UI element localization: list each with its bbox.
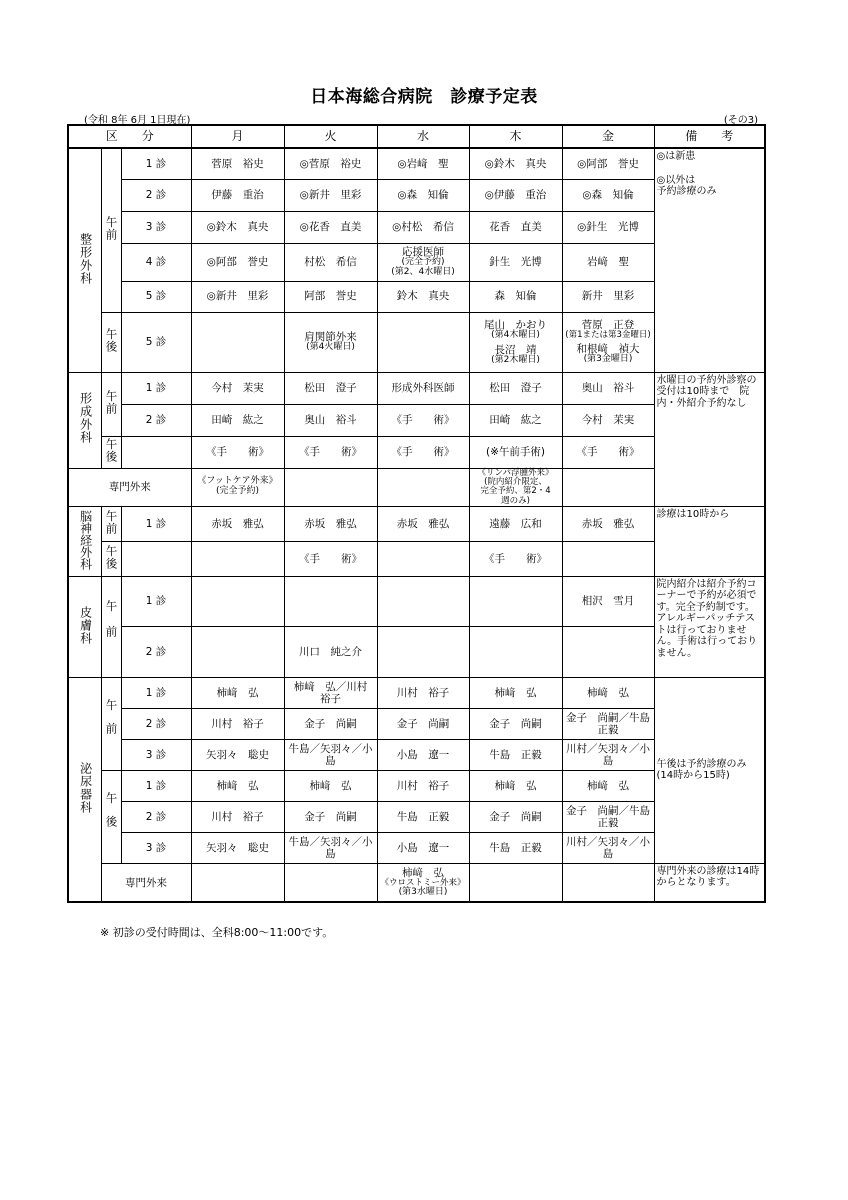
doctor-cell xyxy=(562,312,654,372)
doctor-cell: 今村 茉実 xyxy=(191,372,284,404)
doctor-cell: 柿﨑 弘 xyxy=(469,677,562,708)
doctor-cell xyxy=(284,312,377,372)
cell-line: 長沼 靖 xyxy=(494,343,537,356)
cell-line: (第3金曜日) xyxy=(583,354,633,365)
doctor-cell: 菅原 裕史 xyxy=(191,148,284,179)
pm-label: 午後 xyxy=(104,544,119,570)
doctor-cell: 花香 直美 xyxy=(469,211,562,243)
doctor-cell xyxy=(377,863,469,902)
table-row xyxy=(68,506,765,541)
doctor-cell: 《手 術》 xyxy=(191,436,284,468)
header-category: 区 分 xyxy=(68,125,191,148)
cell-line: 肩関節外来 xyxy=(304,331,357,344)
slot-label: 1 診 xyxy=(121,372,191,404)
doctor-cell xyxy=(191,863,284,902)
doctor-cell xyxy=(284,863,377,902)
doctor-cell: 柿﨑 弘 xyxy=(562,770,654,801)
slot-label: 2 診 xyxy=(121,626,191,677)
doctor-cell: 《手 術》 xyxy=(562,436,654,468)
doctor-cell: 柿﨑 弘 xyxy=(562,677,654,708)
remarks-orthopedics xyxy=(654,148,765,372)
doctor-cell: 《手 術》 xyxy=(377,436,469,468)
special-clinic-label: 専門外来 xyxy=(68,468,191,506)
doctor-cell: 川村 裕子 xyxy=(377,677,469,708)
doctor-cell: 牛島／矢羽々／小島 xyxy=(284,739,377,770)
doctor-cell xyxy=(191,468,284,506)
doctor-cell: 柿﨑 弘 xyxy=(191,677,284,708)
header-fri: 金 xyxy=(562,125,654,148)
doctor-cell: ◎鈴木 真央 xyxy=(191,211,284,243)
table-header xyxy=(68,125,765,148)
doctor-cell: 森 知倫 xyxy=(469,281,562,312)
page-title: 日本海総合病院 診療予定表 xyxy=(310,87,538,107)
doctor-cell: 新井 里彩 xyxy=(562,281,654,312)
doctor-cell: ◎村松 希信 xyxy=(377,211,469,243)
doctor-cell xyxy=(191,576,284,626)
slot-label: 1 診 xyxy=(121,677,191,708)
slot-label: 3 診 xyxy=(121,739,191,770)
doctor-cell xyxy=(562,468,654,506)
slot-label: 1 診 xyxy=(121,148,191,179)
remarks-dermatology: 院内紹介は紹介予約コーナーで予約が必須です。完全予約制です。アレルギーパッチテストは行っておりません。手術は行っておりません。 xyxy=(654,576,765,677)
doctor-cell: 針生 光博 xyxy=(469,243,562,281)
slot-label: 5 診 xyxy=(121,281,191,312)
doctor-cell: 伊藤 重治 xyxy=(191,179,284,211)
cell-line: 和根﨑 禎大 xyxy=(576,343,640,356)
doctor-cell: 川村／矢羽々／小島 xyxy=(562,832,654,863)
doctor-cell: 今村 茉実 xyxy=(562,404,654,436)
doctor-cell: 遠藤 広和 xyxy=(469,506,562,541)
doctor-cell: ◎花香 直美 xyxy=(284,211,377,243)
doctor-cell: 田崎 紘之 xyxy=(469,404,562,436)
cell-line: 週のみ) xyxy=(501,495,530,506)
pm-label: 午後 xyxy=(104,327,119,353)
doctor-cell xyxy=(469,576,562,626)
slot-label: 3 診 xyxy=(121,832,191,863)
doctor-cell: 村松 希信 xyxy=(284,243,377,281)
dept-neurosurgery: 脳神経外科 xyxy=(78,509,93,570)
doctor-cell xyxy=(377,576,469,626)
doctor-cell: 矢羽々 聡史 xyxy=(191,739,284,770)
doctor-cell: 小島 遼一 xyxy=(377,832,469,863)
doctor-cell xyxy=(562,541,654,576)
doctor-cell: 《手 術》 xyxy=(284,541,377,576)
dept-plastic-surgery: 形成外科 xyxy=(78,392,93,445)
header-remarks: 備 考 xyxy=(654,125,765,148)
schedule-table xyxy=(67,124,766,903)
am-label: 午前 xyxy=(104,698,119,746)
doctor-cell: 金子 尚嗣 xyxy=(469,801,562,832)
doctor-cell: 川村 裕子 xyxy=(377,770,469,801)
cell-line: 応援医師 xyxy=(402,246,444,259)
table-row xyxy=(68,148,765,179)
remarks-urology-special: 専門外来の診療は14時からとなります。 xyxy=(654,863,765,902)
doctor-cell: 赤坂 雅弘 xyxy=(377,506,469,541)
doctor-cell xyxy=(469,863,562,902)
remark-line: 予約診療のみ xyxy=(656,186,717,197)
doctor-cell xyxy=(191,312,284,372)
doctor-cell: 金子 尚嗣 xyxy=(377,708,469,739)
doctor-cell: 牛島 正毅 xyxy=(469,739,562,770)
doctor-cell xyxy=(469,312,562,372)
doctor-cell: (※午前手術) xyxy=(469,436,562,468)
doctor-cell xyxy=(562,863,654,902)
dept-orthopedics: 整形外科 xyxy=(78,232,93,285)
remark-line: ◎以外は xyxy=(656,174,696,186)
doctor-cell: 小島 遼一 xyxy=(377,739,469,770)
doctor-cell: 金子 尚嗣／牛島 正毅 xyxy=(562,708,654,739)
doctor-cell: 鈴木 真央 xyxy=(377,281,469,312)
doctor-cell: 金子 尚嗣 xyxy=(469,708,562,739)
am-label: 午前 xyxy=(104,509,119,535)
doctor-cell: 柿﨑 弘 xyxy=(469,770,562,801)
doctor-cell: 矢羽々 聡史 xyxy=(191,832,284,863)
doctor-cell xyxy=(562,626,654,677)
doctor-cell: 川口 純之介 xyxy=(284,626,377,677)
doctor-cell xyxy=(191,626,284,677)
doctor-cell: ◎森 知倫 xyxy=(377,179,469,211)
doctor-cell: ◎菅原 裕史 xyxy=(284,148,377,179)
dept-urology: 泌尿器科 xyxy=(78,762,93,815)
header-tue: 火 xyxy=(284,125,377,148)
doctor-cell: 奥山 裕斗 xyxy=(284,404,377,436)
slot-label: 2 診 xyxy=(121,801,191,832)
remark-line: ◎は新患 xyxy=(656,151,696,162)
doctor-cell: ◎針生 光博 xyxy=(562,211,654,243)
am-label: 午前 xyxy=(104,599,119,651)
doctor-cell xyxy=(377,468,469,506)
table-row xyxy=(68,863,765,902)
doctor-cell xyxy=(469,626,562,677)
doctor-cell: 《手 術》 xyxy=(469,541,562,576)
doctor-cell: 川村 裕子 xyxy=(191,708,284,739)
cell-line: (完全予約) xyxy=(401,257,445,268)
slot-label: 2 診 xyxy=(121,708,191,739)
doctor-cell: 川村／矢羽々／小島 xyxy=(562,739,654,770)
slot-label: 2 診 xyxy=(121,404,191,436)
header-thu: 木 xyxy=(469,125,562,148)
doctor-cell: ◎阿部 誉史 xyxy=(191,243,284,281)
pm-label: 午後 xyxy=(104,437,119,463)
doctor-cell: ◎森 知倫 xyxy=(562,179,654,211)
doctor-cell xyxy=(191,541,284,576)
slot-label: 2 診 xyxy=(121,179,191,211)
doctor-cell: 赤坂 雅弘 xyxy=(284,506,377,541)
cell-line: 完全予約、第2・4 xyxy=(480,486,551,497)
table-row xyxy=(68,372,765,404)
cell-line: (第3水曜日) xyxy=(398,887,448,898)
doctor-cell: 牛島 正毅 xyxy=(377,801,469,832)
doctor-cell xyxy=(377,626,469,677)
doctor-cell: 金子 尚嗣／牛島 正毅 xyxy=(562,801,654,832)
cell-line: (第1または第3金曜日) xyxy=(565,329,651,340)
doctor-cell: 松田 澄子 xyxy=(284,372,377,404)
remarks-urology: 午後は予約診療のみ(14時から15時) xyxy=(654,677,765,863)
doctor-cell: ◎伊藤 重治 xyxy=(469,179,562,211)
special-clinic-label: 専門外来 xyxy=(101,863,191,902)
cell-line: (完全予約) xyxy=(215,486,260,497)
dept-dermatology: 皮膚科 xyxy=(78,605,93,645)
slot-label: 1 診 xyxy=(121,770,191,801)
cell-line: (第2、4水曜日) xyxy=(391,267,455,278)
doctor-cell: 牛島 正毅 xyxy=(469,832,562,863)
cell-line: 柿﨑 弘 xyxy=(402,866,444,879)
slot-label: 1 診 xyxy=(121,576,191,626)
doctor-cell xyxy=(377,541,469,576)
footnote: ※ 初診の受付時間は、全科8:00～11:00です。 xyxy=(100,926,334,939)
doctor-cell: ◎阿部 誉史 xyxy=(562,148,654,179)
remarks-plastic-surgery: 水曜日の予約外診察の受付は10時まで 院内・外紹介予約なし xyxy=(654,372,765,506)
am-label: 午前 xyxy=(104,216,119,242)
cell-line: 《ウロストミー外来》 xyxy=(380,878,466,889)
slot-label: 3 診 xyxy=(121,211,191,243)
cell-line: 《リンパ浮腫外来》 xyxy=(477,467,554,478)
cell-line: (第4木曜日) xyxy=(491,329,540,340)
cell-line: (第4火曜日) xyxy=(306,342,355,353)
slot-label: 1 診 xyxy=(121,506,191,541)
doctor-cell: 《手 術》 xyxy=(284,436,377,468)
doctor-cell: 川村 裕子 xyxy=(191,801,284,832)
doctor-cell: 牛島／矢羽々／小島 xyxy=(284,832,377,863)
doctor-cell xyxy=(377,312,469,372)
doctor-cell: 形成外科医師 xyxy=(377,372,469,404)
cell-line: 《フットケア外来》 xyxy=(197,476,278,487)
doctor-cell: ◎岩﨑 聖 xyxy=(377,148,469,179)
slot-label: 4 診 xyxy=(121,243,191,281)
part-label: (その3) xyxy=(723,115,758,126)
doctor-cell: 田崎 紘之 xyxy=(191,404,284,436)
cell-line: (院内紹介限定、 xyxy=(484,476,547,487)
doctor-cell: 金子 尚嗣 xyxy=(284,801,377,832)
doctor-cell: ◎新井 里彩 xyxy=(284,179,377,211)
doctor-cell: 《手 術》 xyxy=(377,404,469,436)
doctor-cell: 赤坂 雅弘 xyxy=(191,506,284,541)
doctor-cell: 柿﨑 弘 xyxy=(284,770,377,801)
header-mon: 月 xyxy=(191,125,284,148)
doctor-cell xyxy=(284,468,377,506)
remarks-neurosurgery: 診療は10時から xyxy=(654,506,765,576)
cell-line: 菅原 正登 xyxy=(581,318,635,331)
doctor-cell: 相沢 雪月 xyxy=(562,576,654,626)
table-row xyxy=(68,677,765,708)
cell-line: (第2木曜日) xyxy=(491,354,540,365)
slot-label: 5 診 xyxy=(121,312,191,372)
doctor-cell: 奥山 裕斗 xyxy=(562,372,654,404)
doctor-cell: 岩﨑 聖 xyxy=(562,243,654,281)
doctor-cell: ◎新井 里彩 xyxy=(191,281,284,312)
doctor-cell xyxy=(377,243,469,281)
table-row xyxy=(68,576,765,626)
doctor-cell xyxy=(469,468,562,506)
doctor-cell xyxy=(284,576,377,626)
header-wed: 水 xyxy=(377,125,469,148)
cell-line: 尾山 かおり xyxy=(484,318,547,331)
am-label: 午前 xyxy=(104,389,119,415)
doctor-cell: 柿﨑 弘 xyxy=(191,770,284,801)
doctor-cell: ◎鈴木 真央 xyxy=(469,148,562,179)
doctor-cell: 赤坂 雅弘 xyxy=(562,506,654,541)
doctor-cell: 金子 尚嗣 xyxy=(284,708,377,739)
as-of-date: (令和 8年 6月 1日現在) xyxy=(84,115,191,126)
doctor-cell: 阿部 誉史 xyxy=(284,281,377,312)
doctor-cell: 柿﨑 弘／川村 裕子 xyxy=(284,677,377,708)
pm-label: 午後 xyxy=(104,791,119,839)
doctor-cell: 松田 澄子 xyxy=(469,372,562,404)
